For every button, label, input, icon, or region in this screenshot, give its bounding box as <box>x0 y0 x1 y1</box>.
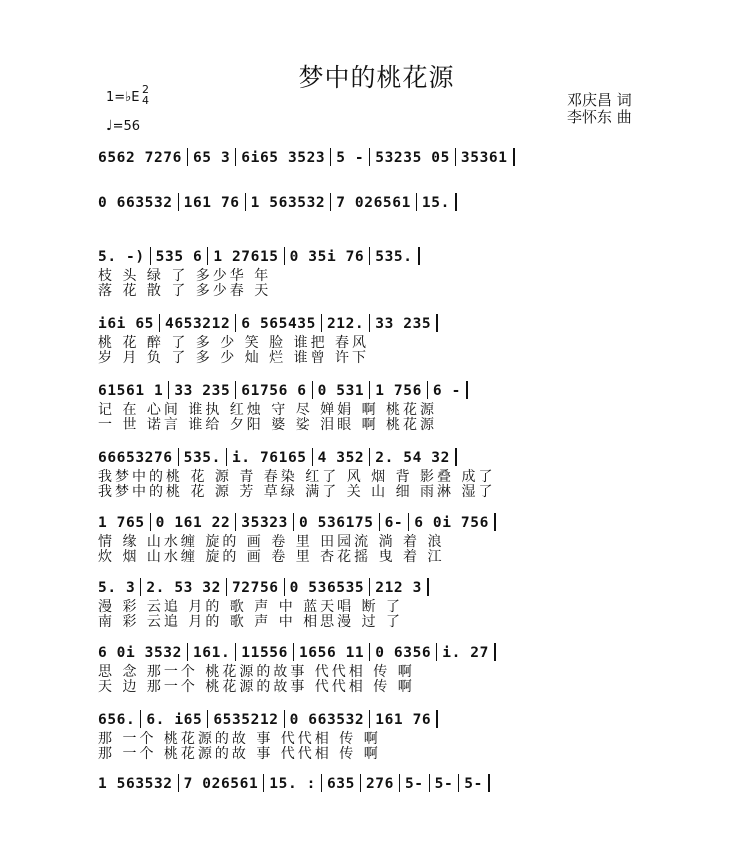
measure: 6- <box>384 515 404 531</box>
barline <box>369 148 370 166</box>
barline <box>284 247 285 265</box>
score-system <box>98 577 658 630</box>
measure: 276 <box>365 776 394 792</box>
barline <box>416 193 417 211</box>
barline <box>369 643 370 661</box>
barline <box>140 578 141 596</box>
barline <box>235 381 236 399</box>
barline <box>399 774 400 792</box>
measure: 535. <box>183 450 221 466</box>
measure: 0 663532 <box>289 712 365 728</box>
barline <box>284 710 285 728</box>
notation-line <box>98 313 658 335</box>
barline <box>369 710 370 728</box>
measure: 0 663532 <box>98 195 173 211</box>
measure: 7 026561 <box>336 195 411 211</box>
measure: 161 76 <box>375 712 432 728</box>
notation-line <box>98 447 658 469</box>
measure: 535 6 <box>155 249 203 265</box>
score-system <box>98 192 658 245</box>
barline <box>330 148 331 166</box>
song-title: 梦中的桃花源 <box>298 63 455 92</box>
score-system <box>98 380 658 433</box>
tempo-value: =56 <box>112 119 141 134</box>
barline <box>418 247 420 265</box>
barline <box>321 774 322 792</box>
measure: 6i65 3523 <box>241 150 326 166</box>
barline <box>226 448 227 466</box>
measure: 0 536175 <box>298 515 374 531</box>
barline <box>245 193 246 211</box>
measure: 0 161 22 <box>155 515 231 531</box>
barline <box>235 148 236 166</box>
measure: 15. : <box>269 776 316 792</box>
lyrics-verse-2: 我梦中的桃 花 源 芳 草绿 满了 关 山 细 雨淋 湿了 <box>98 484 496 500</box>
measure: 6. i65 <box>146 712 203 728</box>
barline <box>427 578 429 596</box>
measure: 656. <box>98 712 136 728</box>
measure: 6 0i 3532 <box>98 645 182 661</box>
measure: 33 235 <box>375 316 432 332</box>
measure: 11556 <box>241 645 288 661</box>
time-signature-top: 2 <box>142 83 149 96</box>
notation-line <box>98 246 658 268</box>
barline <box>187 643 188 661</box>
lyrics-verse-2: 天 边 那一个 桃花源的故事 代代相 传 啊 <box>98 679 415 695</box>
barline <box>150 513 151 531</box>
measure: 35323 <box>241 515 288 531</box>
time-signature <box>142 84 149 106</box>
measure: 1 563532 <box>98 776 173 792</box>
barline <box>455 193 457 211</box>
tempo-marking <box>106 118 140 134</box>
measure: 2. 53 32 <box>146 580 221 596</box>
measure: 53235 05 <box>375 150 450 166</box>
measure: 1 756 <box>375 383 422 399</box>
measure: 1 563532 <box>250 195 326 211</box>
barline <box>369 314 370 332</box>
lyrics-verse-1 <box>98 795 658 811</box>
barline <box>159 314 160 332</box>
score-system <box>98 512 658 565</box>
measure: 5- <box>434 776 454 792</box>
score-system <box>98 709 658 762</box>
barline <box>466 381 468 399</box>
measure: 6 565435 <box>241 316 316 332</box>
barline <box>436 710 438 728</box>
lyrics-verse-1: 记 在 心间 谁执 红烛 守 尽 婵娟 啊 桃花源 <box>98 402 438 418</box>
measure: 4653212 <box>164 316 231 332</box>
lyrics-verse-1: 思 念 那一个 桃花源的故事 代代相 传 啊 <box>98 664 415 680</box>
lyrics-verse-1: 漫 彩 云追 月的 歌 声 中 蓝天唱 断 了 <box>98 599 404 615</box>
lyrics-verse-2: 炊 烟 山水缠 旋的 画 卷 里 杏花摇 曳 着 江 <box>98 549 445 565</box>
barline <box>427 381 428 399</box>
lyrics-verse-1 <box>98 214 658 230</box>
lyrics-verse-2: 那 一个 桃花源的故 事 代代相 传 啊 <box>98 746 381 762</box>
barline <box>207 710 208 728</box>
barline <box>168 381 169 399</box>
lyrics-verse-2 <box>98 229 658 245</box>
quarter-note-icon: ♩ <box>106 118 113 134</box>
measure: 6562 7276 <box>98 150 182 166</box>
measure: 35361 <box>460 150 508 166</box>
notation-line <box>98 709 658 731</box>
measure: 61561 1 <box>98 383 164 399</box>
barline <box>369 578 370 596</box>
barline <box>408 513 409 531</box>
measure: 5. 3 <box>98 580 136 596</box>
measure: 72756 <box>231 580 279 596</box>
measure: 0 6356 <box>375 645 432 661</box>
measure: 1 765 <box>98 515 145 531</box>
measure: 5- <box>404 776 424 792</box>
lyrics-verse-2: 一 世 诺言 谁给 夕阳 婆 娑 泪眼 啊 桃花源 <box>98 417 438 433</box>
lyrics-verse-2: 南 彩 云追 月的 歌 声 中 相思漫 过 了 <box>98 614 404 630</box>
measure: 212 3 <box>375 580 422 596</box>
measure: 161. <box>192 645 231 661</box>
credits <box>567 92 632 126</box>
measure: 0 531 <box>317 383 365 399</box>
measure: 535. <box>375 249 413 265</box>
time-signature-bottom: 4 <box>142 94 149 107</box>
score-system <box>98 313 658 366</box>
lyrics-verse-1: 桃 花 醉 了 多 少 笑 脸 谁把 春风 <box>98 335 370 351</box>
barline <box>312 381 313 399</box>
notation-line <box>98 577 658 599</box>
measure: 212. <box>326 316 365 332</box>
barline <box>436 314 438 332</box>
barline <box>284 578 285 596</box>
measure: 1656 11 <box>298 645 365 661</box>
measure: 6 - <box>432 383 461 399</box>
measure: 5- <box>464 776 483 792</box>
measure: 15. <box>421 195 450 211</box>
measure: 0 35i 76 <box>289 249 365 265</box>
score-system <box>98 246 658 299</box>
measure: 61756 6 <box>241 383 307 399</box>
barline <box>360 774 361 792</box>
barline <box>178 774 179 792</box>
barline <box>207 247 208 265</box>
barline <box>455 148 456 166</box>
lyrics-verse-1: 那 一个 桃花源的故 事 代代相 传 啊 <box>98 731 381 747</box>
measure: 2. 54 32 <box>375 450 450 466</box>
barline <box>369 448 370 466</box>
key-signature: 1=♭E <box>106 90 140 105</box>
barline <box>494 643 496 661</box>
measure: 65 3 <box>192 150 231 166</box>
barline <box>235 513 236 531</box>
barline <box>436 643 437 661</box>
barline <box>369 247 370 265</box>
barline <box>150 247 151 265</box>
barline <box>513 148 515 166</box>
barline <box>429 774 430 792</box>
measure: 66653276 <box>98 450 173 466</box>
lyrics-verse-1 <box>98 169 658 185</box>
measure: 7 026561 <box>183 776 259 792</box>
barline <box>226 578 227 596</box>
score-system <box>98 773 658 826</box>
barline <box>178 448 179 466</box>
notation-line <box>98 192 658 214</box>
lyrics-verse-1: 枝 头 绿 了 多少华 年 <box>98 268 272 284</box>
measure: 5. -) <box>98 249 145 265</box>
barline <box>178 193 179 211</box>
score-system <box>98 447 658 500</box>
notation-line <box>98 512 658 534</box>
measure: 161 76 <box>183 195 240 211</box>
measure: i. 27 <box>442 645 489 661</box>
lyrics-verse-2: 落 花 散 了 多少春 天 <box>98 283 272 299</box>
notation-line <box>98 642 658 664</box>
barline <box>488 774 490 792</box>
barline <box>235 643 236 661</box>
notation-line <box>98 380 658 402</box>
lyrics-verse-1: 情 缘 山水缠 旋的 画 卷 里 田园流 淌 着 浪 <box>98 534 445 550</box>
barline <box>293 643 294 661</box>
barline <box>330 193 331 211</box>
barline <box>187 148 188 166</box>
measure: i. 76165 <box>231 450 307 466</box>
measure: 1 27615 <box>213 249 279 265</box>
measure: 5 - <box>336 150 365 166</box>
barline <box>458 774 459 792</box>
barline <box>312 448 313 466</box>
score-system <box>98 642 658 695</box>
measure: 0 536535 <box>289 580 365 596</box>
barline <box>321 314 322 332</box>
notation-line <box>98 147 658 169</box>
barline <box>455 448 457 466</box>
lyrics-verse-2: 岁 月 负 了 多 少 灿 烂 谁曾 许下 <box>98 350 370 366</box>
barline <box>293 513 294 531</box>
barline <box>494 513 496 531</box>
barline <box>263 774 264 792</box>
lyrics-verse-2 <box>98 810 658 826</box>
measure: 6535212 <box>213 712 279 728</box>
lyricist-credit: 邓庆昌 词 <box>567 91 632 109</box>
composer-credit: 李怀东 曲 <box>567 108 632 126</box>
lyrics-verse-1: 我梦中的桃 花 源 青 春染 红了 风 烟 背 影叠 成了 <box>98 469 496 485</box>
barline <box>369 381 370 399</box>
measure: 4 352 <box>317 450 365 466</box>
barline <box>235 314 236 332</box>
measure: i6i 65 <box>98 316 154 332</box>
barline <box>140 710 141 728</box>
notation-line <box>98 773 658 795</box>
measure: 6 0i 756 <box>414 515 489 531</box>
barline <box>379 513 380 531</box>
measure: 635 <box>326 776 355 792</box>
measure: 33 235 <box>174 383 231 399</box>
